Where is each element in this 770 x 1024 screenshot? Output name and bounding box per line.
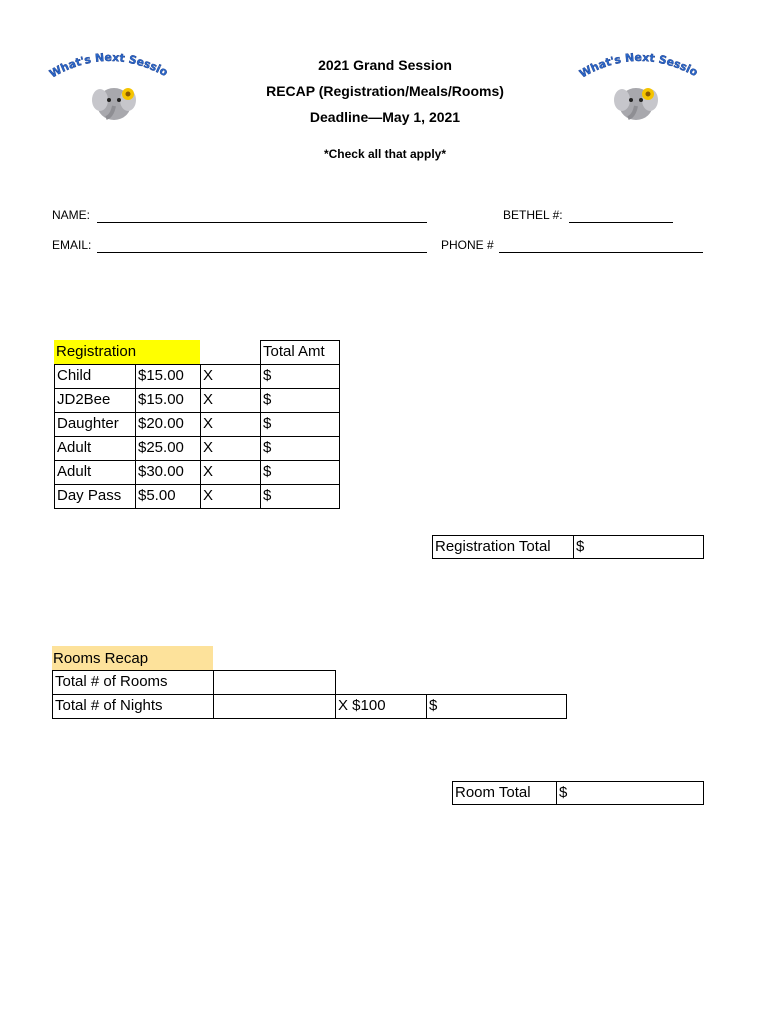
nights-count-label: Total # of Nights [52, 694, 214, 719]
room-total-label: Room Total [452, 781, 557, 805]
reg-price-cell: $15.00 [135, 388, 201, 413]
reg-price-cell: $15.00 [135, 364, 201, 389]
room-total-field[interactable]: $ [556, 781, 704, 805]
phone-label: PHONE # [441, 238, 494, 252]
reg-type-cell: Day Pass [54, 484, 136, 509]
reg-total-cell[interactable]: $ [260, 460, 340, 485]
reg-x-cell: X [200, 484, 261, 509]
reg-total-cell[interactable]: $ [260, 484, 340, 509]
registration-total-field[interactable]: $ [573, 535, 704, 559]
rooms-count-label: Total # of Rooms [52, 670, 214, 695]
name-field[interactable] [97, 222, 427, 223]
room-rate: X $100 [335, 694, 427, 719]
reg-price-cell: $30.00 [135, 460, 201, 485]
deadline: Deadline—May 1, 2021 [309, 109, 461, 125]
reg-price-cell: $25.00 [135, 436, 201, 461]
total-amt-header: Total Amt [260, 340, 340, 365]
bethel-label: BETHEL #: [503, 208, 563, 222]
reg-type-cell: Daughter [54, 412, 136, 437]
email-field[interactable] [97, 252, 427, 253]
nights-total-field[interactable]: $ [426, 694, 567, 719]
registration-total-label: Registration Total [432, 535, 574, 559]
reg-total-cell[interactable]: $ [260, 436, 340, 461]
reg-x-cell: X [200, 460, 261, 485]
rooms-recap-header [52, 646, 213, 670]
reg-price-cell: $5.00 [135, 484, 201, 509]
rooms-recap-title: Rooms Recap [53, 650, 149, 667]
rooms-count-field[interactable] [213, 670, 336, 695]
page-title: 2021 Grand Session [318, 57, 452, 73]
reg-total-cell[interactable]: $ [260, 412, 340, 437]
phone-field[interactable] [499, 252, 703, 253]
reg-x-cell: X [200, 436, 261, 461]
reg-total-cell[interactable]: $ [260, 364, 340, 389]
reg-price-cell: $20.00 [135, 412, 201, 437]
reg-x-cell: X [200, 412, 261, 437]
email-label: EMAIL: [52, 238, 92, 252]
registration-title: Registration [56, 343, 137, 360]
registration-header [54, 340, 200, 364]
reg-total-cell[interactable]: $ [260, 388, 340, 413]
reg-x-cell: X [200, 364, 261, 389]
reg-x-cell: X [200, 388, 261, 413]
check-note: *Check all that apply* [323, 147, 447, 161]
logo-text: What's Next Sessio [577, 50, 700, 81]
name-label: NAME: [52, 208, 91, 222]
reg-type-cell: JD2Bee [54, 388, 136, 413]
nights-count-field[interactable] [213, 694, 336, 719]
reg-type-cell: Child [54, 364, 136, 389]
bethel-field[interactable] [569, 222, 673, 223]
logo-text: What's Next Sessio [47, 50, 170, 81]
reg-type-cell: Adult [54, 436, 136, 461]
reg-type-cell: Adult [54, 460, 136, 485]
page-subtitle: RECAP (Registration/Meals/Rooms) [266, 83, 504, 99]
